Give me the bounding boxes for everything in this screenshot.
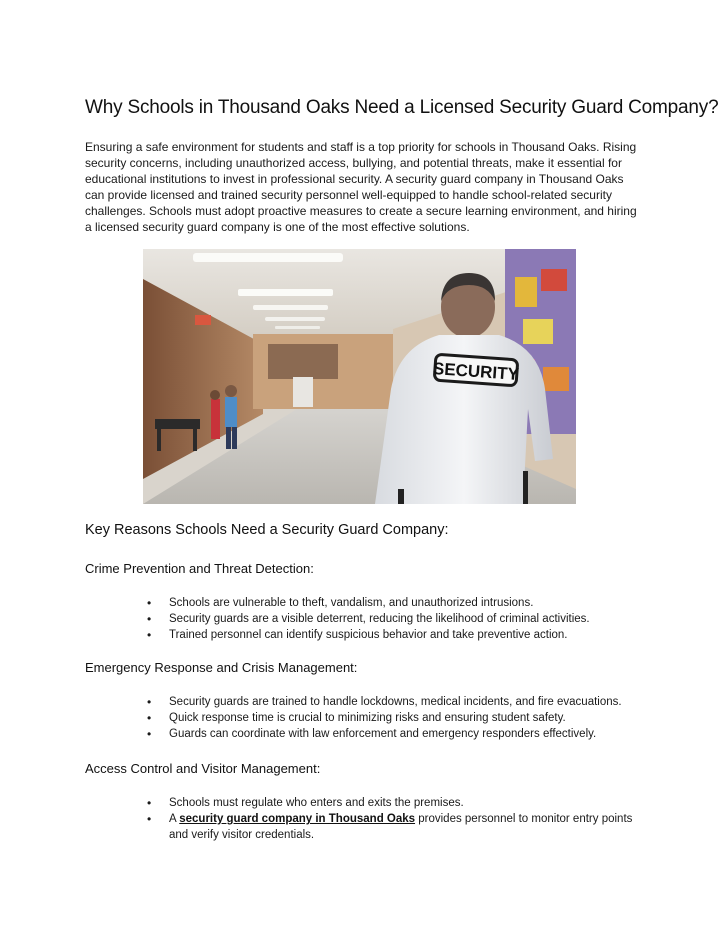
section-heading-access-control: Access Control and Visitor Management: [85,761,321,776]
link-item-prefix: A [169,813,180,825]
section-heading-crime-prevention: Crime Prevention and Threat Detection: [85,561,314,576]
list-item: • Trained personnel can identify suspicious behavior and take preventive action. [145,627,645,643]
section-heading-emergency-response: Emergency Response and Crisis Management: [85,660,358,675]
list-item: • Schools must regulate who enters and exits the premises. [145,795,645,811]
list-item: • Guards can coordinate with law enforcement and emergency responders effectively. [145,726,645,742]
list-item-with-link [145,811,645,843]
link-item-suffix: provides personnel to monitor entry points and verify visitor credentials. [169,813,633,841]
security-guard-company-link[interactable]: security guard company in Thousand Oaks [179,813,416,825]
list-item: • Security guards are a visible deterrent, reducing the likelihood of criminal activities. [145,611,645,627]
list-item: • Quick response time is crucial to minimizing risks and ensuring student safety. [145,710,645,726]
access-control-list [145,795,645,843]
jacket-security-text: SECURITY [432,359,520,384]
hero-image-security-guard-hallway [143,249,576,504]
key-reasons-heading: Key Reasons Schools Need a Security Guard Company: [85,522,449,538]
crime-prevention-list [145,595,645,643]
page-title: Why Schools in Thousand Oaks Need a Licensed Security Guard Company? [85,97,719,118]
list-item: • Security guards are trained to handle lockdowns, medical incidents, and fire evacuations. [145,694,645,710]
list-item: • Schools are vulnerable to theft, vandalism, and unauthorized intrusions. [145,595,645,611]
intro-paragraph: Ensuring a safe environment for students and staff is a top priority for schools in Thousand Oaks. Rising security concerns, including unauthorized access, bullying, and potential threats, make it essential for educational institutions to invest in professional security. A security guard company in Thousand Oaks can provide licensed and trained security personnel well-equipped to handle school-related security challenges. Schools must adopt proactive measures to create a secure learning environment, and hiring a licensed security guard company is one of the most effective solutions. [85,140,637,234]
emergency-response-list [145,694,645,742]
